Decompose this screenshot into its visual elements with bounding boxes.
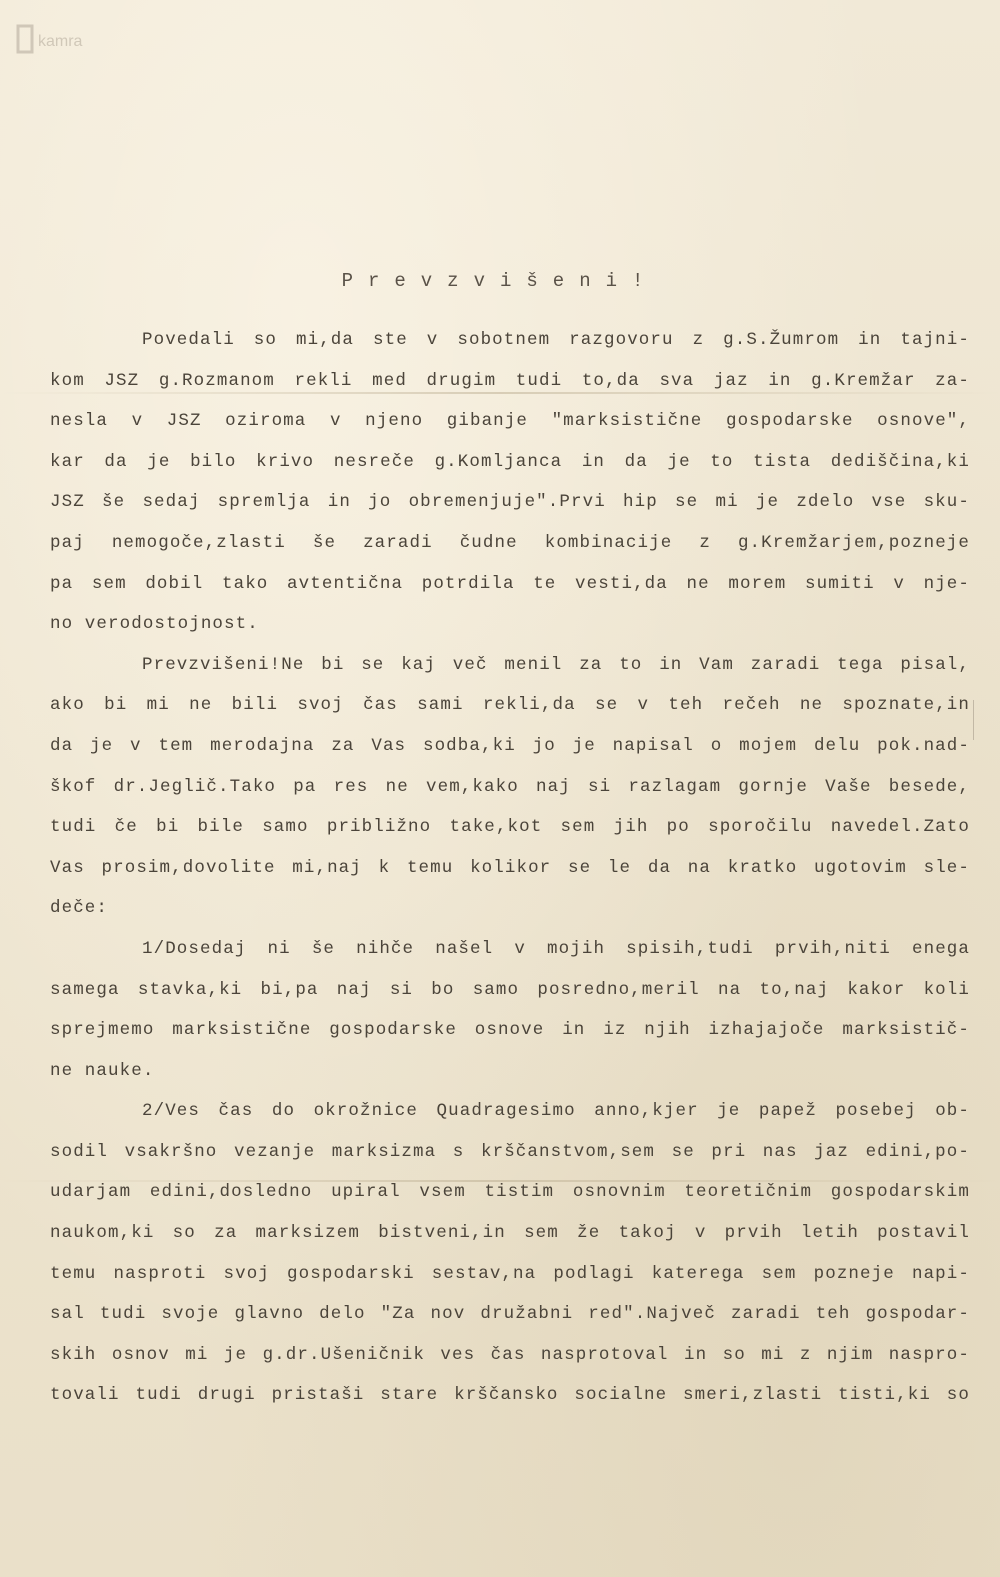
pencil-mark xyxy=(973,700,980,740)
archive-logo-icon xyxy=(12,18,122,58)
letter-body xyxy=(50,320,970,1416)
text-line: skih osnov mi je g.dr.Ušeničnik ves čas nasprotoval in so mi z njim naspro- xyxy=(50,1344,970,1365)
text-line: temu nasproti svoj gospodarski sestav,na podlagi katerega sem pozneje napi- xyxy=(50,1263,970,1284)
text-line: no verodostojnost. xyxy=(50,614,259,635)
text-line: pa sem dobil tako avtentična potrdila te vesti,da ne morem sumiti v nje- xyxy=(50,573,970,594)
text-line: JSZ še sedaj spremlja in jo obremenjuje".Prvi hip se mi je zdelo vse sku- xyxy=(50,492,970,513)
text-line: Povedali so mi,da ste v sobotnem razgovoru z g.S.Žumrom in tajni- xyxy=(142,330,970,350)
text-line: kom JSZ g.Rozmanom rekli med drugim tudi to,da sva jaz in g.Kremžar za- xyxy=(50,370,970,391)
text-line: škof dr.Jeglič.Tako pa res ne vem,kako naj si razlagam gornje Vaše besede, xyxy=(50,776,970,797)
salutation-heading: Prevzvišeni! xyxy=(341,270,659,292)
text-line: tovali tudi drugi pristaši stare krščansko socialne smeri,zlasti tisti,ki so xyxy=(50,1385,970,1406)
text-line: Vas prosim,dovolite mi,naj k temu kolikor se le da na kratko ugotovim sle- xyxy=(50,857,970,878)
text-line: 1/Dosedaj ni še nihče našel v mojih spisih,tudi prvih,niti enega xyxy=(142,938,970,959)
text-line: naukom,ki so za marksizem bistveni,in sem že takoj v prvih letih postavil xyxy=(50,1223,970,1244)
text-line: tudi če bi bile samo približno take,kot sem jih po sporočilu navedel.Zato xyxy=(50,817,970,838)
text-line: 2/Ves čas do okrožnice Quadragesimo anno,kjer je papež posebej ob- xyxy=(142,1101,970,1122)
text-line: da je v tem merodajna za Vas sodba,ki jo je napisal o mojem delu pok.nad- xyxy=(50,735,970,756)
text-line: deče: xyxy=(50,898,109,919)
text-line: sal tudi svoje glavno delo "Za nov družabni red".Največ zaradi teh gospodar- xyxy=(50,1304,970,1325)
text-line: nesla v JSZ oziroma v njeno gibanje "marksistične gospodarske osnove", xyxy=(50,411,970,432)
text-line: udarjam edini,dosledno upiral vsem tistim osnovnim teoretičnim gospodarskim xyxy=(50,1182,970,1203)
text-line: samega stavka,ki bi,pa naj si bo samo posredno,meril na to,naj kakor koli xyxy=(50,979,970,1000)
archive-watermark xyxy=(12,18,122,58)
watermark-text: kamra xyxy=(38,33,83,50)
text-line: sodil vsakršno vezanje marksizma s krščanstvom,sem se pri nas jaz edini,po- xyxy=(50,1141,970,1162)
text-line: kar da je bilo krivo nesreče g.Komljanca in da je to tista dediščina,ki xyxy=(50,451,970,472)
text-line: paj nemogoče,zlasti še zaradi čudne kombinacije z g.Kremžarjem,pozneje xyxy=(50,532,970,553)
text-line: ako bi mi ne bili svoj čas sami rekli,da se v teh rečeh ne spoznate,in xyxy=(50,695,970,716)
text-line: sprejmemo marksistične gospodarske osnove in iz njih izhajajoče marksistič- xyxy=(50,1020,970,1041)
text-line: ne nauke. xyxy=(50,1060,155,1081)
text-line: Prevzvišeni!Ne bi se kaj več menil za to in Vam zaradi tega pisal, xyxy=(142,654,970,675)
